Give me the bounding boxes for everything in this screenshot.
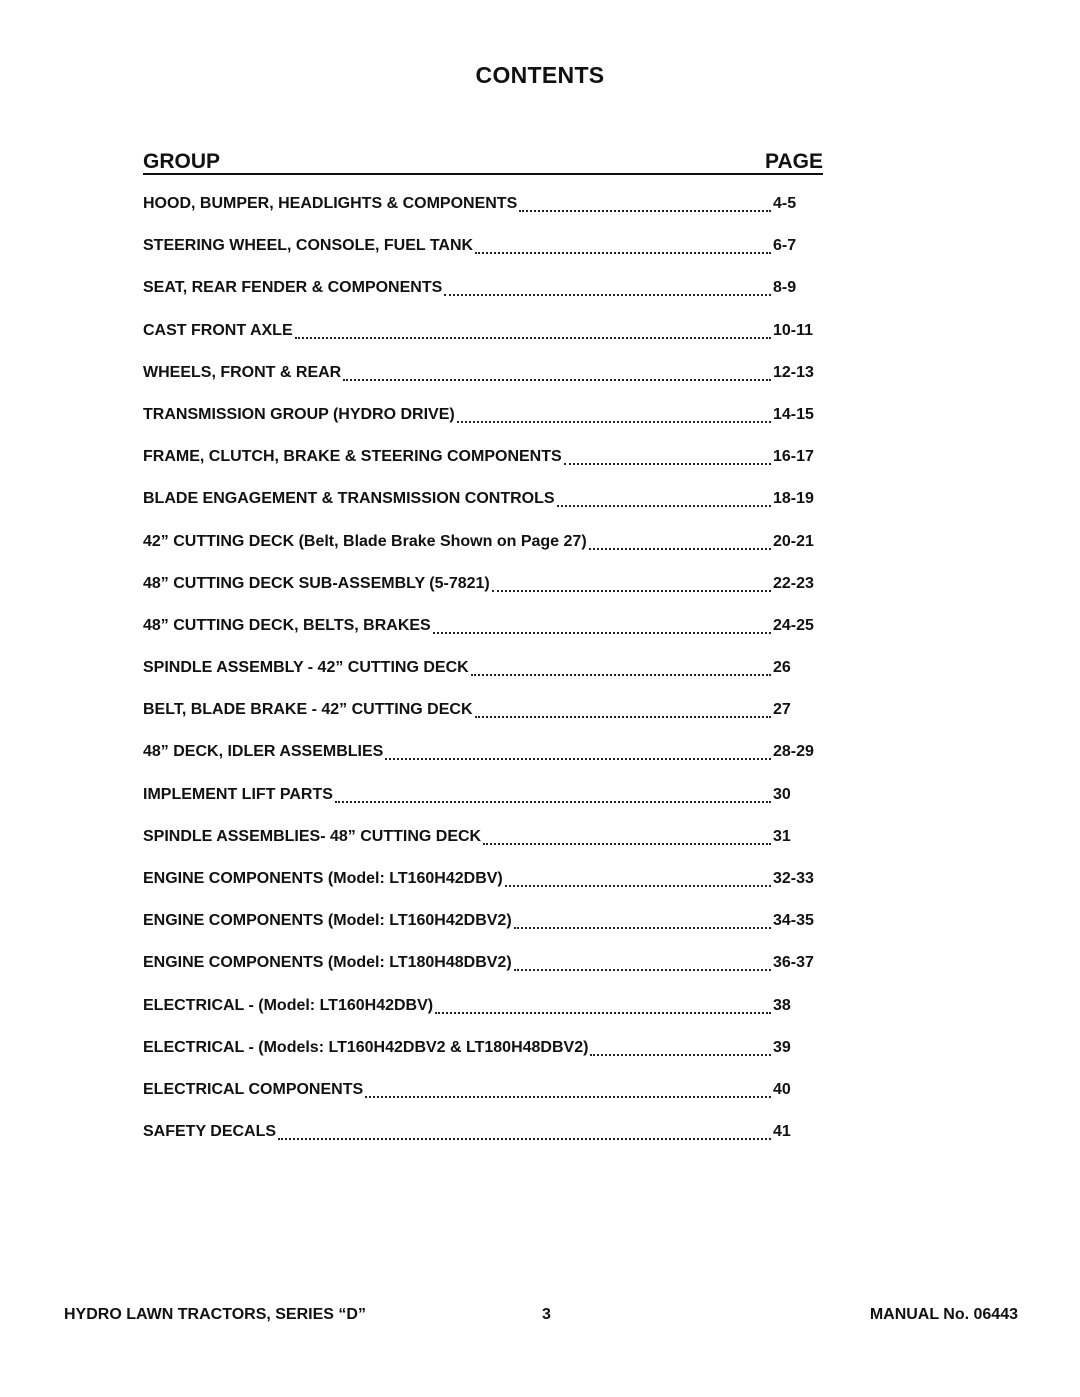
dot-leader xyxy=(385,741,771,760)
toc-entry xyxy=(143,952,823,994)
toc-entry-page: 36-37 xyxy=(773,954,814,972)
toc-entry-label: 48” CUTTING DECK SUB-ASSEMBLY (5-7821) xyxy=(143,574,490,592)
footer-page-number: 3 xyxy=(542,1306,551,1323)
toc-entry-label: TRANSMISSION GROUP (HYDRO DRIVE) xyxy=(143,405,455,423)
toc-entry-page: 27 xyxy=(773,701,791,719)
dot-leader xyxy=(433,615,771,634)
dot-leader xyxy=(564,446,771,465)
toc-entry-page: 40 xyxy=(773,1080,791,1098)
toc-entry-page: 32-33 xyxy=(773,870,814,887)
toc-entry-label: 48” DECK, IDLER ASSEMBLIES xyxy=(143,743,384,761)
dot-leader xyxy=(295,320,771,339)
toc-entry-page: 8-9 xyxy=(773,279,797,297)
dot-leader xyxy=(483,826,771,845)
dot-leader xyxy=(519,193,771,212)
toc-entry-label: SEAT, REAR FENDER & COMPONENTS xyxy=(143,279,443,297)
toc-entry xyxy=(143,362,823,404)
toc-entry-label: CAST FRONT AXLE xyxy=(143,321,293,339)
toc-entry-page: 10-11 xyxy=(773,321,814,339)
toc-entry-label: WHEELS, FRONT & REAR xyxy=(143,363,342,381)
page-footer xyxy=(64,1306,1018,1330)
toc-entry-label: HOOD, BUMPER, HEADLIGHTS & COMPONENTS xyxy=(143,195,518,212)
toc-entry xyxy=(143,826,823,868)
dot-leader xyxy=(492,573,771,592)
group-column-heading: GROUP xyxy=(143,150,221,173)
toc-entry xyxy=(143,235,823,277)
toc-entry-page: 4-5 xyxy=(773,195,797,212)
dot-leader xyxy=(278,1121,771,1140)
toc-entry xyxy=(143,615,823,657)
dot-leader xyxy=(505,868,771,887)
toc-entry xyxy=(143,277,823,319)
toc-entry-page: 30 xyxy=(773,785,791,803)
toc-entry xyxy=(143,741,823,783)
toc-header xyxy=(143,150,823,176)
toc-entry-page: 31 xyxy=(773,827,791,845)
toc-entry xyxy=(143,1079,823,1121)
footer-manual-number: MANUAL No. 06443 xyxy=(869,1306,1018,1323)
toc-entry xyxy=(143,531,823,573)
toc-entry-page: 16-17 xyxy=(773,448,814,466)
dot-leader xyxy=(475,235,771,254)
toc-entry xyxy=(143,193,823,235)
toc-entry xyxy=(143,446,823,488)
dot-leader xyxy=(589,531,771,550)
dot-leader xyxy=(444,277,771,296)
toc-entry-label: BLADE ENGAGEMENT & TRANSMISSION CONTROLS xyxy=(143,490,555,508)
dot-leader xyxy=(514,952,771,971)
toc-entry xyxy=(143,784,823,826)
toc-entry-label: ELECTRICAL - (Model: LT160H42DBV) xyxy=(143,996,434,1014)
toc-entry xyxy=(143,320,823,362)
dot-leader xyxy=(471,657,771,676)
toc-entry-label: STEERING WHEEL, CONSOLE, FUEL TANK xyxy=(143,237,474,255)
toc-entry-label: 48” CUTTING DECK, BELTS, BRAKES xyxy=(143,616,431,634)
toc-entry xyxy=(143,1037,823,1079)
toc-entry-page: 38 xyxy=(773,996,791,1014)
toc-entry-label: BELT, BLADE BRAKE - 42” CUTTING DECK xyxy=(143,701,473,719)
toc-entry xyxy=(143,488,823,530)
toc-entry xyxy=(143,910,823,952)
toc-entry-label: FRAME, CLUTCH, BRAKE & STEERING COMPONENTS xyxy=(143,448,562,466)
toc-entry xyxy=(143,995,823,1037)
toc-entry-label: ENGINE COMPONENTS (Model: LT180H48DBV2) xyxy=(143,954,512,972)
dot-leader xyxy=(590,1037,771,1056)
toc-entry-page: 6-7 xyxy=(773,237,797,255)
toc-entry-page: 12-13 xyxy=(773,363,814,381)
toc-entry-label: ELECTRICAL - (Models: LT160H42DBV2 & LT180H48DBV2) xyxy=(143,1038,589,1056)
dot-leader xyxy=(457,404,771,423)
toc-entry-page: 26 xyxy=(773,659,791,677)
header-underline xyxy=(143,173,823,175)
toc-entry xyxy=(143,404,823,446)
toc-entry-label: ELECTRICAL COMPONENTS xyxy=(143,1080,364,1098)
page-title: CONTENTS xyxy=(475,62,605,88)
dot-leader xyxy=(514,910,771,929)
toc-entry xyxy=(143,1121,823,1163)
toc-entry-label: 42” CUTTING DECK (Belt, Blade Brake Shown on Page 27) xyxy=(143,532,587,550)
toc-entry-page: 41 xyxy=(773,1123,791,1141)
dot-leader xyxy=(335,784,771,803)
toc-entry-label: SPINDLE ASSEMBLY - 42” CUTTING DECK xyxy=(143,659,469,677)
table-of-contents xyxy=(143,193,823,1163)
dot-leader xyxy=(557,488,771,507)
dot-leader xyxy=(343,362,771,381)
dot-leader xyxy=(435,995,771,1014)
toc-entry-page: 22-23 xyxy=(773,574,814,592)
toc-entry-page: 28-29 xyxy=(773,743,814,761)
toc-entry-page: 34-35 xyxy=(773,912,814,930)
toc-entry xyxy=(143,573,823,615)
footer-manual-title: HYDRO LAWN TRACTORS, SERIES “D” xyxy=(64,1306,366,1323)
toc-entry-page: 24-25 xyxy=(773,616,814,634)
toc-entry-label: SPINDLE ASSEMBLIES- 48” CUTTING DECK xyxy=(143,827,482,845)
toc-entry-page: 18-19 xyxy=(773,490,814,508)
toc-entry xyxy=(143,657,823,699)
dot-leader xyxy=(475,699,772,718)
toc-entry-page: 39 xyxy=(773,1038,791,1056)
toc-entry-label: SAFETY DECALS xyxy=(143,1123,277,1141)
toc-entry xyxy=(143,868,823,910)
dot-leader xyxy=(365,1079,771,1098)
toc-entry xyxy=(143,699,823,741)
toc-entry-page: 14-15 xyxy=(773,405,814,423)
page-column-heading: PAGE xyxy=(765,150,823,173)
toc-entry-label: ENGINE COMPONENTS (Model: LT160H42DBV2) xyxy=(143,912,512,930)
toc-entry-label: IMPLEMENT LIFT PARTS xyxy=(143,785,333,803)
toc-entry-label: ENGINE COMPONENTS (Model: LT160H42DBV) xyxy=(143,870,503,887)
toc-entry-page: 20-21 xyxy=(773,532,814,550)
